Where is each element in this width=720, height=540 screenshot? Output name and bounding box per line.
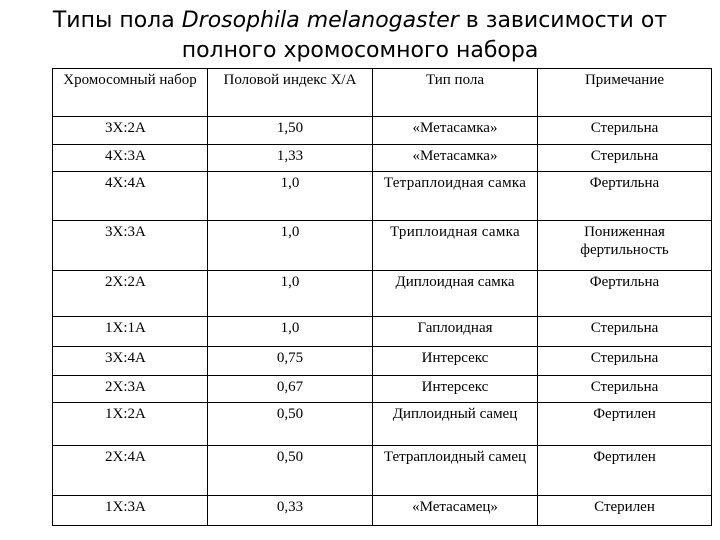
title-species: Drosophila melanogaster (181, 8, 459, 33)
table-cell: Стерильна (538, 376, 712, 403)
table-cell: 3Х:4А (53, 347, 208, 376)
table-row (53, 117, 712, 145)
header-cell: Тип пола (373, 69, 538, 117)
table-cell: Стерильна (538, 317, 712, 347)
table-cell: 1,0 (208, 172, 373, 221)
table-row (53, 496, 712, 526)
table-cell: Тетраплоидный самец (373, 446, 538, 496)
table-row (53, 145, 712, 172)
title-suffix: в зависимости от (458, 8, 668, 33)
sex-types-table (52, 68, 712, 526)
table-cell: 1,50 (208, 117, 373, 145)
table-cell: Фертилен (538, 446, 712, 496)
table-cell: 0,50 (208, 446, 373, 496)
table-cell: Диплоидная самка (373, 271, 538, 317)
table-cell: Фертильна (538, 172, 712, 221)
table-row (53, 221, 712, 271)
table-cell: 1Х:2А (53, 403, 208, 446)
table-cell: 2Х:3А (53, 376, 208, 403)
table-row (53, 403, 712, 446)
table-cell: 4Х:4А (53, 172, 208, 221)
table-cell: 2Х:4А (53, 446, 208, 496)
table-row (53, 376, 712, 403)
table-row (53, 172, 712, 221)
table-cell: 1,33 (208, 145, 373, 172)
table-cell: Стерилен (538, 496, 712, 526)
page-title (0, 6, 720, 66)
title-line2: полного хромосомного набора (181, 38, 539, 63)
table-row (53, 317, 712, 347)
table-cell: 2Х:2А (53, 271, 208, 317)
table-cell: «Метасамка» (373, 117, 538, 145)
table-cell: «Метасамка» (373, 145, 538, 172)
table-cell: Фертильна (538, 271, 712, 317)
table-cell: 1Х:1А (53, 317, 208, 347)
table-cell: Стерильна (538, 117, 712, 145)
table-cell: Гаплоидная (373, 317, 538, 347)
table-cell: Триплоидная самка (373, 221, 538, 271)
table-cell: «Метасамец» (373, 496, 538, 526)
table-row (53, 347, 712, 376)
table-cell: Пониженная фертильность (538, 221, 712, 271)
table-cell: Стерильна (538, 145, 712, 172)
header-cell: Хромосомный набор (53, 69, 208, 117)
table-row (53, 446, 712, 496)
table-row (53, 271, 712, 317)
table-cell: Тетраплоидная самка (373, 172, 538, 221)
table-cell: 0,33 (208, 496, 373, 526)
table-cell: 3Х:3А (53, 221, 208, 271)
title-prefix: Типы пола (52, 8, 182, 33)
table-cell: 1,0 (208, 317, 373, 347)
table-cell: Интерсекс (373, 347, 538, 376)
table-cell: Стерильна (538, 347, 712, 376)
table-cell: 1Х:3А (53, 496, 208, 526)
table-cell: Фертилен (538, 403, 712, 446)
table-cell: 3Х:2А (53, 117, 208, 145)
table-cell: 0,75 (208, 347, 373, 376)
table-cell: 1,0 (208, 271, 373, 317)
table-cell: 0,50 (208, 403, 373, 446)
table-cell: 0,67 (208, 376, 373, 403)
table-cell: Диплоидный самец (373, 403, 538, 446)
table-cell: 4Х:3А (53, 145, 208, 172)
header-cell: Примечание (538, 69, 712, 117)
table-header-row (53, 69, 712, 117)
header-cell: Половой индекс Х/А (208, 69, 373, 117)
table-cell: 1,0 (208, 221, 373, 271)
table-cell: Интерсекс (373, 376, 538, 403)
